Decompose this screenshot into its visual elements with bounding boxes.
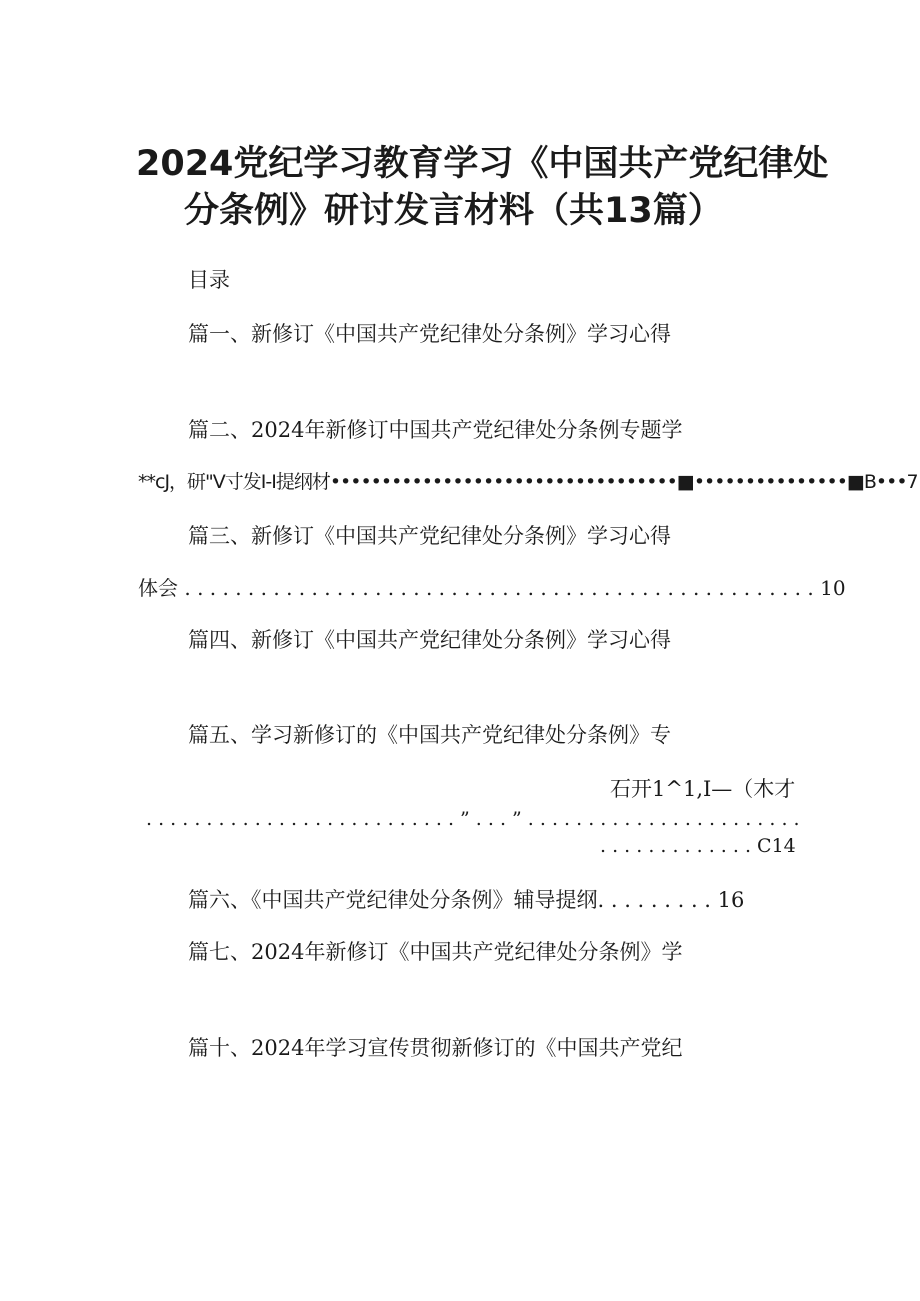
toc-item-5-continuation: 石开1^1,I—（木才 xyxy=(610,777,796,801)
toc-item-5-page-number: . . . . . . . . . . . . . C14 xyxy=(600,835,796,857)
toc-item-3: 篇三、新修订《中国共产党纪律处分条例》学习心得 xyxy=(188,524,671,548)
toc-item-7: 篇七、2024年新修订《中国共产党纪律处分条例》学 xyxy=(188,940,683,964)
toc-item-2-continuation: **cJ，研"V寸发I-I提纲材••••••••••••••••••••••••••••••••••■•••••••••••••••■B•••7 xyxy=(138,471,918,493)
toc-item-5: 篇五、学习新修订的《中国共产党纪律处分条例》专 xyxy=(188,723,671,747)
toc-heading: 目录 xyxy=(188,268,230,292)
document-title-line-2: 分条例》研讨发言材料（共13篇） xyxy=(184,191,723,231)
toc-item-5-dot-leader: . . . . . . . . . . . . . . . . . . . . . . . . . . ” . . . ” . . . . . . . . . . . . . . . . . . . . . . . xyxy=(146,808,800,830)
toc-item-1: 篇一、新修订《中国共产党纪律处分条例》学习心得 xyxy=(188,322,671,346)
document-title-line-1: 2024党纪学习教育学习《中国共产党纪律处 xyxy=(136,144,829,184)
toc-item-2: 篇二、2024年新修订中国共产党纪律处分条例专题学 xyxy=(188,418,683,442)
toc-item-6: 篇六、《中国共产党纪律处分条例》辅导提纲. . . . . . . . . 16 xyxy=(188,888,745,912)
toc-item-10: 篇十、2024年学习宣传贯彻新修订的《中国共产党纪 xyxy=(188,1036,683,1060)
toc-item-3-continuation: 体会 . . . . . . . . . . . . . . . . . . . . . . . . . . . . . . . . . . . . . . . . . . . . . . . . . . 10 xyxy=(138,576,846,600)
toc-item-4: 篇四、新修订《中国共产党纪律处分条例》学习心得 xyxy=(188,628,671,652)
